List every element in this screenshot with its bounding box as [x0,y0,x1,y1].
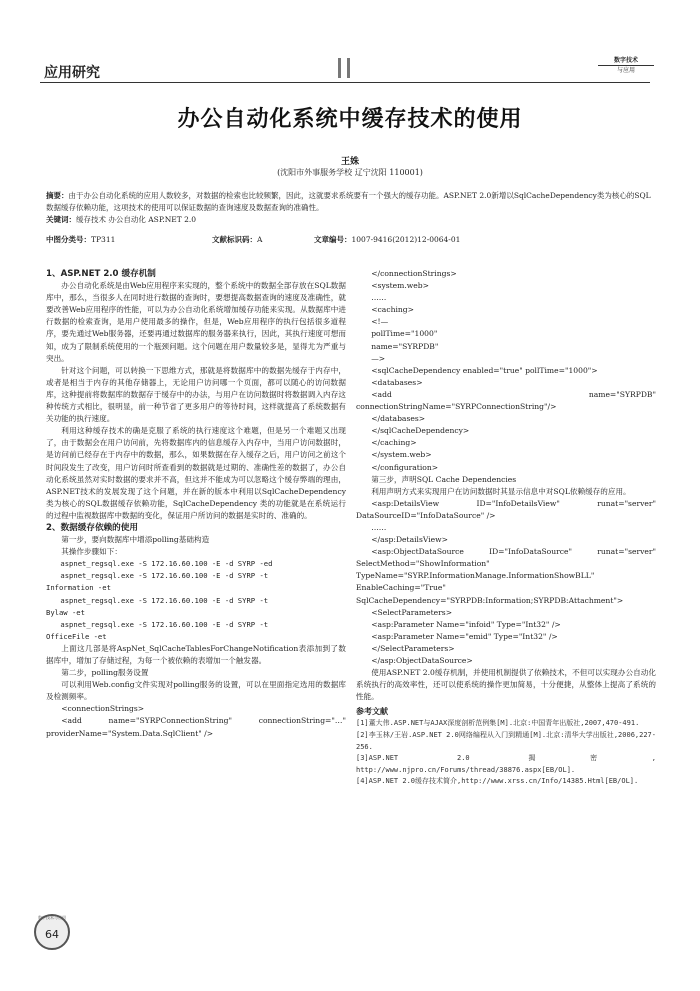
brand-bottom: 与应用 [616,67,635,74]
keywords [46,214,652,226]
paragraph: 利用这种缓存技术的确是克服了系统的执行速度这个难题，但是另一个难题又出现了，由于数据会在用户访问前，先将数据库内的信息缓存入内存中，当用户访问数据时，是访问前已经存在于内存中的数据，那么，如果数据在存入缓存之后，用户访问之前这个时间段发生了改变，用户访问时所查看到的数据就是过期的、准确性差的数据了，办公自动化系统虽然对实时数据的要求并不高，但这并不能成为可以忽略这个缓存弊端的理由，ASP.NET技术的发展发现了这个问题，并在新的版本中利用以SqlCacheDependency类为核心的SQL数据缓存依赖功能，SqlCacheDependency 类的功能就是在系统运行的过程中监视数据库中数据的变化，保证用户所访问的数据是实时的、准确的。 [46,426,346,520]
clc [46,234,115,245]
abstract-label: 摘要： [46,191,69,200]
code-line: <system.web> [371,281,430,291]
keywords-label: 关键词： [46,215,76,224]
abstract-block [46,190,652,226]
reference-item: [4]ASP.NET 2.0缓存技术简介,http://www.xrss.cn/Info/14385.Html[EB/OL]. [356,777,639,786]
code-line: </connectionStrings> [371,269,457,278]
code-line: </sqlCacheDependency> [371,426,470,436]
header-divider-bars [338,58,356,82]
code-line: </SelectParameters> [371,643,455,653]
journal-brand [598,56,654,75]
paragraph: 办公自动化系统是由Web应用程序来实现的，整个系统中的数据全部存放在SQL数据库中，那么，当很多人在同时进行数据的查询时，要想提高数据查询的速度及准确性，就要改善Web应用程序的性能，可以为办公自动化系统增加缓存功能来实现。从数据库中进行数据的检索查询，是用户使用最多的操作，但是，Web应用程序的执行包括很多道程序，要先通过Web服务器，还要再通过数据库的服务器来执行，因此，其执行速度可想而知，成为了限制系统使用的一个瓶颈问题。这个问题在用户数量较多是，显得尤为严重与突出。 [46,281,346,363]
brand-top: 数字技术 [598,56,654,66]
code-line: <SelectParameters> [371,607,453,617]
code-line: <asp:Parameter Name="infoid" Type="Int32" /> [371,619,561,629]
keywords-text: 缓存技术 办公自动化 ASP.NET 2.0 [76,215,197,224]
reference-item: [2]李玉林/王岩.ASP.NET 2.0网络编程从入门到精通[M].北京:清华大学出版社,2006,227-256. [356,731,656,751]
page-number: 64 [45,928,59,941]
paragraph: 第一步，要向数据库中增添polling基础构造 [61,535,210,545]
section-label: 应用研究 [44,65,100,81]
right-column [356,268,656,788]
abstract [46,190,652,214]
article-title: 办公自动化系统中缓存技术的使用 [177,107,523,132]
left-column [46,268,346,740]
code-line: </configuration> [371,462,439,472]
article-number [314,234,460,245]
code-line: </asp:DetailsView> [371,535,449,545]
article-no-value: 1007-9416(2012)12-0064-01 [351,235,461,244]
doc-code-label: 文献标识码： [212,235,257,244]
code-line: <add name="SYRPConnectionString" connectionString="…" providerName="System.Data.SqlClient" /> [46,716,346,738]
code-line: aspnet_regsql.exe -S 172.16.60.100 -E -d SYRP -ed [60,559,273,569]
code-line: Information -et [46,583,111,593]
code-line: name="SYRPDB" [371,341,439,351]
code-line: <sqlCacheDependency enabled="true" pollTime="1000"> [371,365,598,375]
badge-text: 数字技术与应用 [38,915,66,920]
code-line: aspnet_regsql.exe -S 172.16.60.100 -E -d SYRP -t [60,571,269,581]
code-line: </asp:ObjectDataSource> [371,656,473,665]
code-line: <connectionStrings> [61,704,145,714]
paragraph: 可以利用Web.config文件实现对polling服务的设置，可以在里面指定选用的数据库及检测频率。 [46,680,346,702]
reference-item: [1]董大伟.ASP.NET与AJAX深度剖析范例集[M].北京:中国青年出版社,2007,470-491. [356,719,640,728]
code-line: …… [371,293,387,303]
section-2-heading: 2、数据缓存依赖的使用 [46,522,138,533]
code-line: aspnet_regsql.exe -S 172.16.60.100 -E -d SYRP -t [60,595,269,605]
clc-label: 中图分类号： [46,235,91,244]
code-line: <add name="SYRPDB" connectionStringName="SYRPConnectionString"/> [356,389,656,412]
code-line: </databases> [371,414,426,424]
paragraph: 第二步，polling服务设置 [61,668,149,678]
clc-value: TP311 [91,235,116,244]
doc-code [212,234,262,245]
code-line: </caching> [371,438,417,448]
reference-item: [3]ASP.NET 2.0 揭密, http://www.njpro.cn/Forums/thread/38876.aspx[EB/OL]. [356,754,656,774]
paragraph: 针对这个问题，可以转换一下思维方式，那就是将数据库中的数据先缓存于内存中，或者是相当于内存的其他存储器上，无论用户访问哪一个页面，都可以随心的访问数据库，这种提前将数据库的数据存于缓存中的办法，与用户在访问数据时将数据调入内存这种传统方式相比，很明显，前一种节省了更多用户的等待时间，这样就提高了系统数据有关功能的执行速度。 [46,365,346,424]
author: 王姝 [340,157,359,167]
code-line: <asp:Parameter Name="emid" Type="Int32" /> [371,631,558,641]
code-line: <databases> [371,377,423,387]
code-line: OfficeFile -et [46,631,107,641]
code-line: aspnet_regsql.exe -S 172.16.60.100 -E -d SYRP -t [60,619,269,629]
code-line: —> [371,353,386,363]
paragraph: 第三步，声明SQL Cache Dependencies [371,474,517,484]
code-line: <!— [371,317,389,327]
code-line: Bylaw -et [46,607,85,617]
code-line: …… [371,522,387,532]
paragraph: 使用ASP.NET 2.0缓存机制，并使用机制提供了依赖技术，不但可以实现办公自动化系统执行的高效率性，还可以使系统的操作更加简易，十分便捷，从整体上提高了系统的性能。 [356,668,656,702]
code-line: <asp:DetailsView ID="InfoDetailsView" runat="server" DataSourceID="InfoDataSource" /> [356,498,656,520]
affiliation: (沈阳市外事服务学校 辽宁沈阳 110001) [277,168,423,177]
code-line: pollTime="1000" [371,329,438,339]
code-line: <asp:ObjectDataSource ID="InfoDataSource" runat="server" SelectMethod="ShowInformation" TypeName="SYRP.InformationManage.InformationShowBLL" EnableCaching="True" SqlCacheDependency="SYRPDB:Information;SYRPDB:Attachment"> [356,547,656,605]
paragraph: 上面这几部是将AspNet_SqlCacheTablesForChangeNotification表添加到了数据库中，增加了存储过程，为每一个被依赖的表增加一个触发器。 [46,643,346,665]
article-no-label: 文章编号： [314,235,352,244]
code-line: <caching> [371,305,415,315]
page-number-badge [34,914,70,950]
section-1-heading: 1、ASP.NET 2.0 缓存机制 [46,269,156,279]
paragraph: 其操作步骤如下： [61,547,122,557]
header-rule [40,82,650,83]
paragraph: 利用声明方式来实现用户在访问数据时其显示信息中对SQL依赖缓存的应用。 [371,486,631,496]
references-heading: 参考文献 [356,707,388,717]
doc-code-value: A [257,235,263,244]
code-line: </system.web> [371,450,432,460]
abstract-text: 由于办公自动化系统的应用人数较多，对数据的检索也比较频繁，因此，这就要求系统要有一个强大的缓存功能。ASP.NET 2.0新增以SqlCacheDependency类为核心的SQL数据缓存依赖功能，这项技术的使用可以保证数据的查询速度及数据查询的准确性。 [46,191,651,212]
